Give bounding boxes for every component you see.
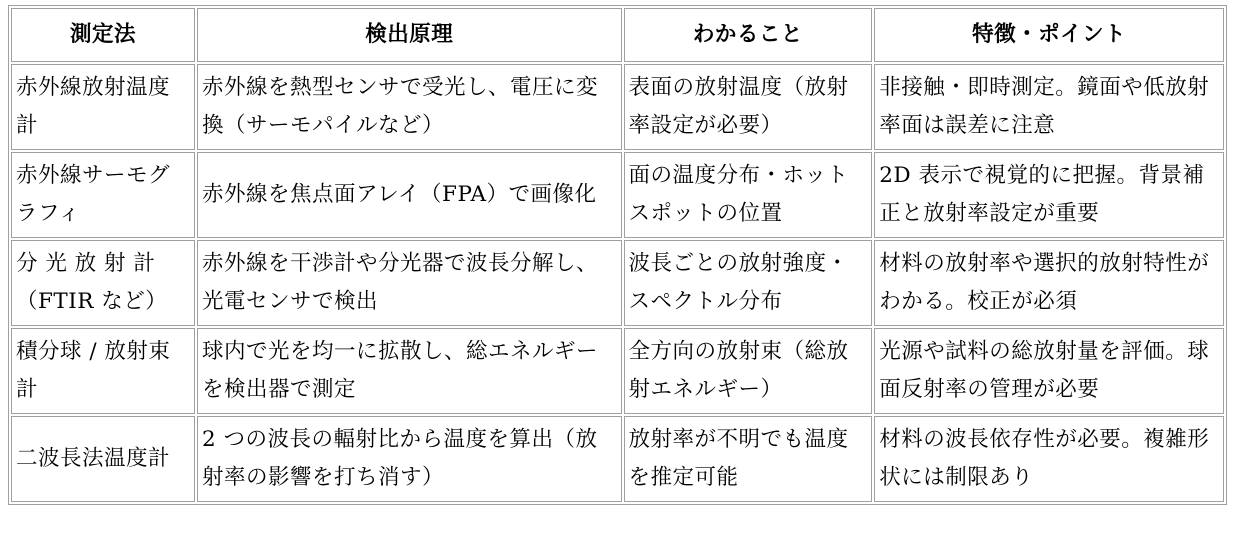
cell-features: 材料の波長依存性が必要。複雑形状には制限あり (874, 416, 1224, 502)
table-row (11, 240, 1224, 326)
header-principle: 検出原理 (197, 8, 622, 62)
cell-method: 二波長法温度計 (11, 416, 195, 502)
cell-features: 非接触・即時測定。鏡面や低放射率面は誤差に注意 (874, 64, 1224, 150)
cell-principle: 赤外線を焦点面アレイ（FPA）で画像化 (197, 152, 622, 238)
cell-principle: 赤外線を熱型センサで受光し、電圧に変換（サーモパイルなど） (197, 64, 622, 150)
measurement-methods-table (8, 5, 1227, 505)
cell-findings: 表面の放射温度（放射率設定が必要） (624, 64, 873, 150)
table-container (8, 5, 1227, 505)
table-row (11, 64, 1224, 150)
cell-method: 分 光 放 射 計（FTIR など） (11, 240, 195, 326)
cell-features: 2D 表示で視覚的に把握。背景補正と放射率設定が重要 (874, 152, 1224, 238)
cell-findings: 波長ごとの放射強度・スペクトル分布 (624, 240, 873, 326)
header-findings: わかること (624, 8, 873, 62)
cell-principle: 赤外線を干渉計や分光器で波長分解し、光電センサで検出 (197, 240, 622, 326)
cell-features: 光源や試料の総放射量を評価。球面反射率の管理が必要 (874, 328, 1224, 414)
cell-principle: 2 つの波長の輻射比から温度を算出（放射率の影響を打ち消す） (197, 416, 622, 502)
table-row (11, 416, 1224, 502)
cell-findings: 全方向の放射束（総放射エネルギー） (624, 328, 873, 414)
cell-method: 赤外線放射温度計 (11, 64, 195, 150)
cell-features: 材料の放射率や選択的放射特性がわかる。校正が必須 (874, 240, 1224, 326)
cell-method: 積分球 / 放射束計 (11, 328, 195, 414)
header-features: 特徴・ポイント (874, 8, 1224, 62)
cell-principle: 球内で光を均一に拡散し、総エネルギーを検出器で測定 (197, 328, 622, 414)
header-method: 測定法 (11, 8, 195, 62)
table-row (11, 152, 1224, 238)
cell-findings: 面の温度分布・ホットスポットの位置 (624, 152, 873, 238)
table-row (11, 328, 1224, 414)
cell-method: 赤外線サーモグラフィ (11, 152, 195, 238)
header-row (11, 8, 1224, 62)
cell-findings: 放射率が不明でも温度を推定可能 (624, 416, 873, 502)
